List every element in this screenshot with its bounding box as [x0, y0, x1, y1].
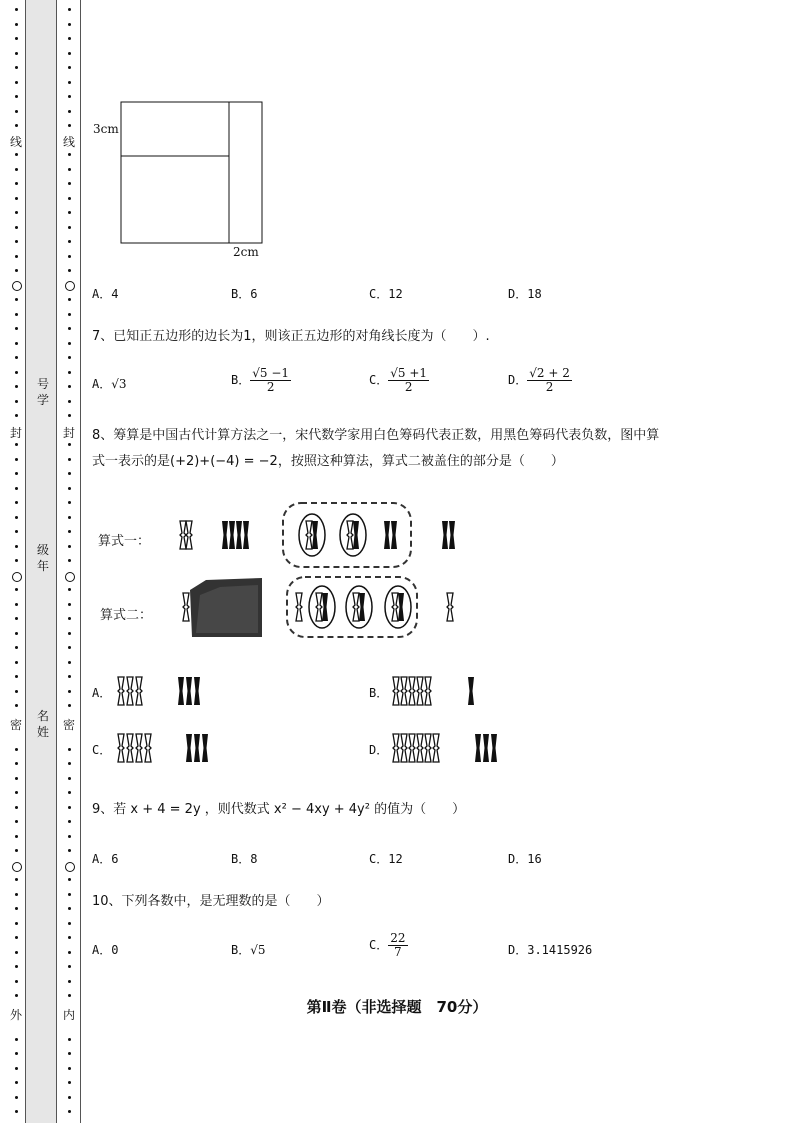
- binding-dot: [15, 1081, 18, 1084]
- binding-dot: [68, 1081, 71, 1084]
- binding-dot: [68, 965, 71, 968]
- q7-option-a[interactable]: [92, 375, 127, 392]
- binding-dot: [68, 313, 71, 316]
- inner-mark-feng: 封: [63, 426, 76, 440]
- binding-dot: [68, 182, 71, 185]
- q7-option-d[interactable]: [508, 367, 572, 394]
- binding-dot: [15, 1038, 18, 1041]
- binding-dot: [15, 197, 18, 200]
- binding-dot: [15, 791, 18, 794]
- q10-option-b-prefix: B．: [231, 943, 251, 957]
- binding-dot: [15, 936, 18, 939]
- binding-dot: [15, 240, 18, 243]
- binding-dot: [68, 1038, 71, 1041]
- binding-dot: [68, 197, 71, 200]
- outer-mark-xian: 线: [10, 135, 23, 149]
- binding-dot: [68, 603, 71, 606]
- binding-dot: [68, 530, 71, 533]
- binding-dot: [68, 1110, 71, 1113]
- q10-option-c-fraction: [388, 932, 407, 959]
- binding-dot: [68, 806, 71, 809]
- q10-c-numerator: 22: [390, 931, 406, 945]
- binding-dot: [68, 791, 71, 794]
- q7-d-numerator: √2 + 2: [529, 366, 570, 380]
- binding-dot: [15, 806, 18, 809]
- binding-dot: [68, 226, 71, 229]
- binding-dot: [68, 907, 71, 910]
- binding-dot: [15, 907, 18, 910]
- q8-option-b[interactable]: B．: [369, 686, 389, 700]
- q7-option-d-fraction: [527, 367, 572, 394]
- binding-dot: [68, 545, 71, 548]
- binding-dot: [15, 690, 18, 693]
- binding-dot: [15, 153, 18, 156]
- binding-dot: [68, 690, 71, 693]
- binding-circle: [65, 281, 75, 291]
- q7-text: 7、已知正五边形的边长为1，则该正五边形的对角线长度为（ ）.: [92, 329, 490, 344]
- q10-option-c-prefix: C．: [369, 938, 389, 952]
- binding-dot: [15, 211, 18, 214]
- binding-dot: [15, 52, 18, 55]
- binding-dot: [15, 1067, 18, 1070]
- binding-dot: [15, 820, 18, 823]
- formula-two-rods: [183, 577, 453, 637]
- q9-text: 9、若 x + 4 = 2y ，则代数式 x² − 4xy + 4y² 的值为（ ）: [92, 802, 466, 817]
- q9-option-a[interactable]: A．6: [92, 852, 119, 866]
- q8-option-a-rods: [113, 675, 213, 709]
- binding-dot: [15, 356, 18, 359]
- binding-dot: [68, 922, 71, 925]
- q7-option-b-prefix: B．: [231, 373, 251, 387]
- binding-dot: [15, 168, 18, 171]
- binding-dot: [68, 762, 71, 765]
- binding-dot: [68, 472, 71, 475]
- label-2cm: 2cm: [233, 245, 259, 259]
- binding-dot: [68, 23, 71, 26]
- binding-dot: [68, 588, 71, 591]
- binding-dot: [68, 748, 71, 751]
- binding-dot: [68, 66, 71, 69]
- binding-dot: [68, 211, 71, 214]
- binding-dot: [68, 458, 71, 461]
- binding-dot: [15, 443, 18, 446]
- binding-dot: [15, 835, 18, 838]
- q8-option-c-rods: [113, 732, 223, 766]
- binding-line: [80, 0, 81, 1123]
- q10-text: 10、下列各数中，是无理数的是（ ）: [92, 894, 330, 909]
- binding-dot: [68, 8, 71, 11]
- binding-dot: [15, 8, 18, 11]
- formula-two-label: 算式二：: [100, 608, 153, 623]
- q6-option-a[interactable]: A．4: [92, 287, 119, 301]
- q8-option-b-rods: [390, 675, 490, 709]
- binding-dot: [15, 313, 18, 316]
- q6-option-d[interactable]: D．18: [508, 287, 542, 301]
- binding-dot: [15, 81, 18, 84]
- inner-mark-xian: 线: [63, 135, 76, 149]
- binding-dot: [15, 530, 18, 533]
- binding-dot: [15, 226, 18, 229]
- q7-option-b[interactable]: [231, 367, 291, 394]
- binding-dot: [15, 298, 18, 301]
- formula-one-rods: [180, 503, 455, 567]
- q7-option-c-fraction: [388, 367, 429, 394]
- binding-dot: [68, 327, 71, 330]
- binding-dot: [15, 342, 18, 345]
- section-title: 第Ⅱ卷（非选择题 70分）: [306, 998, 488, 1016]
- q10-option-b[interactable]: [231, 941, 266, 958]
- binding-dot: [68, 81, 71, 84]
- binding-dot: [15, 516, 18, 519]
- binding-dot: [68, 1067, 71, 1070]
- binding-dot: [68, 893, 71, 896]
- binding-dot: [15, 661, 18, 664]
- binding-dot: [68, 52, 71, 55]
- binding-dot: [68, 878, 71, 881]
- q8-option-c[interactable]: C．: [92, 743, 112, 757]
- q8-option-a[interactable]: A．: [92, 686, 112, 700]
- binding-dot: [68, 704, 71, 707]
- q9-option-d[interactable]: D．16: [508, 852, 542, 866]
- q10-option-d[interactable]: D．3.1415926: [508, 943, 593, 957]
- outer-mark-mi: 密: [10, 718, 23, 732]
- binding-dot: [15, 777, 18, 780]
- field-grade: 级年: [36, 543, 49, 573]
- q9-option-c[interactable]: C．12: [369, 852, 403, 866]
- binding-dot: [15, 617, 18, 620]
- binding-dot: [68, 95, 71, 98]
- binding-dot: [15, 95, 18, 98]
- binding-dot: [15, 371, 18, 374]
- binding-dot: [68, 385, 71, 388]
- label-3cm: 3cm: [93, 122, 119, 136]
- binding-dot: [68, 820, 71, 823]
- binding-dot: [15, 385, 18, 388]
- inner-mark-mi: 密: [63, 718, 76, 732]
- binding-dot: [68, 617, 71, 620]
- q8-option-d-rods: [390, 732, 510, 766]
- binding-dot: [15, 545, 18, 548]
- binding-dot: [15, 893, 18, 896]
- binding-dot: [15, 588, 18, 591]
- binding-dot: [15, 559, 18, 562]
- q8-text-line1: 8、筹算是中国古代计算方法之一，宋代数学家用白色筹码代表正数，用黑色筹码代表负数，图中算: [92, 428, 660, 443]
- binding-dot: [68, 342, 71, 345]
- binding-dot: [68, 110, 71, 113]
- binding-dot: [68, 168, 71, 171]
- q9-option-b[interactable]: B．8: [231, 852, 258, 866]
- binding-dot: [68, 646, 71, 649]
- binding-dot: [68, 777, 71, 780]
- binding-dot: [15, 704, 18, 707]
- binding-circle: [12, 862, 22, 872]
- binding-dot: [15, 501, 18, 504]
- q10-option-b-value: √5: [250, 943, 266, 957]
- q8-text-line2: 式一表示的是(+2)+(−4) = −2，按照这种算法，算式二被盖住的部分是（ ）: [92, 454, 564, 469]
- binding-dot: [15, 1110, 18, 1113]
- binding-dot: [68, 298, 71, 301]
- q10-option-c[interactable]: [369, 932, 408, 959]
- outer-mark-feng: 封: [10, 426, 23, 440]
- binding-dot: [68, 559, 71, 562]
- binding-dot: [68, 849, 71, 852]
- q7-option-d-prefix: D．: [508, 373, 528, 387]
- binding-dot: [15, 748, 18, 751]
- binding-dot: [15, 646, 18, 649]
- binding-dot: [68, 37, 71, 40]
- outer-mark-wai: 外: [10, 1008, 23, 1022]
- binding-dot: [68, 124, 71, 127]
- binding-dot: [15, 487, 18, 490]
- binding-dot: [68, 632, 71, 635]
- q8-option-d[interactable]: D．: [369, 743, 389, 757]
- binding-dot: [68, 1052, 71, 1055]
- q6-option-b[interactable]: B．6: [231, 287, 258, 301]
- binding-dot: [68, 356, 71, 359]
- binding-dot: [68, 153, 71, 156]
- binding-dot: [15, 110, 18, 113]
- binding-dot: [68, 371, 71, 374]
- inner-mark-nei: 内: [63, 1008, 76, 1022]
- binding-dot: [15, 472, 18, 475]
- binding-dot: [68, 835, 71, 838]
- q7-option-b-fraction: [250, 367, 291, 394]
- binding-dot: [15, 1096, 18, 1099]
- binding-dot: [15, 414, 18, 417]
- formula-one-label: 算式一：: [98, 534, 151, 549]
- binding-dot: [15, 255, 18, 258]
- q6-option-c[interactable]: C．12: [369, 287, 403, 301]
- binding-dot: [15, 603, 18, 606]
- q7-b-denominator: 2: [266, 380, 275, 394]
- binding-dot: [15, 23, 18, 26]
- q10-option-a[interactable]: A．0: [92, 943, 119, 957]
- binding-dot: [68, 414, 71, 417]
- binding-dot: [68, 443, 71, 446]
- binding-circle: [65, 572, 75, 582]
- binding-dot: [15, 632, 18, 635]
- q7-b-numerator: √5 −1: [252, 366, 290, 380]
- binding-dot: [15, 327, 18, 330]
- binding-dot: [68, 951, 71, 954]
- binding-circle: [12, 572, 22, 582]
- binding-dot: [68, 255, 71, 258]
- field-name: 名姓: [36, 709, 49, 739]
- binding-dot: [15, 980, 18, 983]
- binding-dot: [68, 400, 71, 403]
- binding-dot: [15, 965, 18, 968]
- binding-dot: [68, 487, 71, 490]
- binding-dot: [15, 124, 18, 127]
- binding-circle: [12, 281, 22, 291]
- binding-dot: [15, 951, 18, 954]
- binding-dot: [15, 675, 18, 678]
- binding-margin: [0, 0, 84, 1123]
- q7-option-a-prefix: A．: [92, 377, 112, 391]
- binding-dot: [15, 182, 18, 185]
- counting-rod-figure: [170, 495, 470, 645]
- binding-dot: [68, 501, 71, 504]
- binding-dot: [15, 458, 18, 461]
- binding-dot: [15, 849, 18, 852]
- binding-dot: [15, 400, 18, 403]
- q7-c-denominator: 2: [404, 380, 413, 394]
- binding-dot: [68, 516, 71, 519]
- binding-dot: [68, 240, 71, 243]
- binding-dot: [68, 980, 71, 983]
- binding-dot: [15, 66, 18, 69]
- binding-dot: [68, 661, 71, 664]
- q7-option-a-value: √3: [111, 377, 127, 391]
- binding-dot: [15, 922, 18, 925]
- binding-dot: [68, 1096, 71, 1099]
- field-student-number: 号学: [36, 377, 49, 407]
- binding-dot: [15, 762, 18, 765]
- binding-dot: [15, 878, 18, 881]
- q7-c-numerator: √5 +1: [390, 366, 428, 380]
- binding-dot: [68, 269, 71, 272]
- binding-dot: [15, 269, 18, 272]
- q7-option-c-prefix: C．: [369, 373, 389, 387]
- q10-c-denominator: 7: [394, 945, 402, 959]
- rectangle-figure: [90, 95, 270, 265]
- q7-d-denominator: 2: [545, 380, 554, 394]
- binding-circle: [65, 862, 75, 872]
- binding-dot: [68, 675, 71, 678]
- binding-dot: [68, 936, 71, 939]
- binding-dot: [15, 1052, 18, 1055]
- q7-option-c[interactable]: [369, 367, 429, 394]
- binding-dot: [15, 37, 18, 40]
